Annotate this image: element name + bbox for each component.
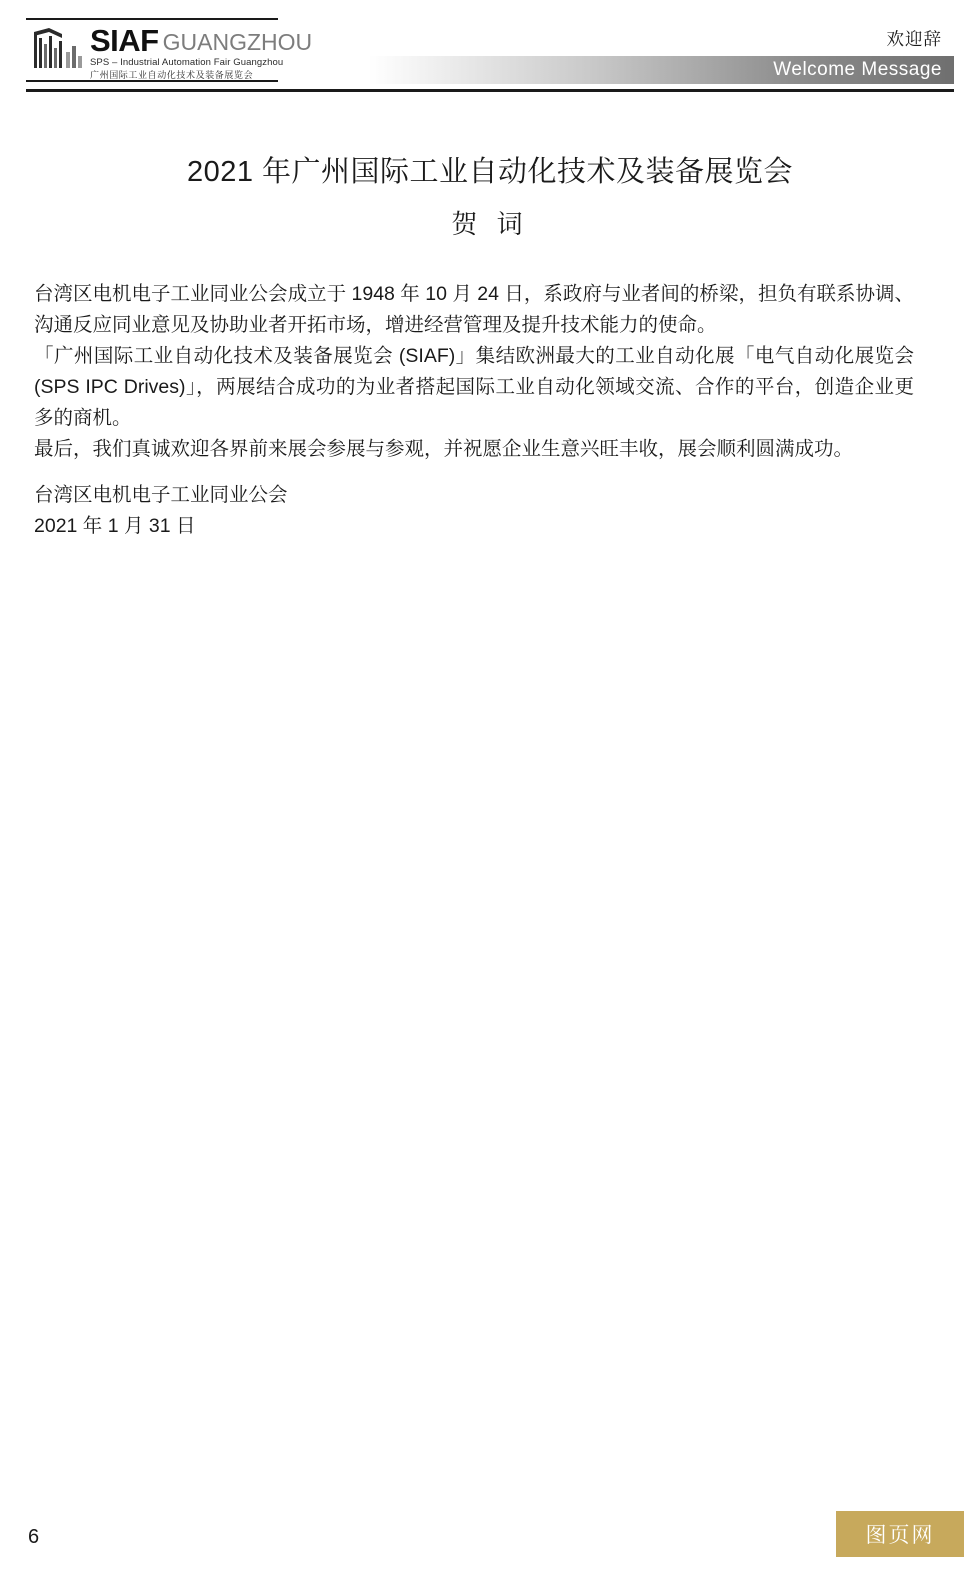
page-number: 6 (28, 1526, 40, 1548)
logo-brand-suffix: GUANGZHOU (162, 29, 313, 55)
signature-block (34, 480, 634, 542)
header-divider (26, 89, 954, 92)
logo-wordmark (90, 22, 313, 58)
siaf-logo-mark (32, 26, 84, 72)
paragraph-1: 台湾区电机电子工业同业公会成立于 1948 年 10 月 24 日，系政府与业者间的桥梁，担负有联系协调、沟通反应同业意见及协助业者开拓市场，增进经营管理及提升技术能力的使命。 (34, 283, 914, 336)
section-title-en: Welcome Message (773, 59, 942, 80)
section-title-cn: 欢迎辞 (886, 29, 942, 49)
signature-organization: 台湾区电机电子工业同业公会 (34, 484, 288, 506)
logo-rule-top (26, 18, 278, 20)
watermark-text: 图页网 (865, 1523, 935, 1547)
logo-brand-text: SIAF (90, 23, 159, 58)
watermark-badge (836, 1511, 964, 1557)
body-text (34, 279, 914, 465)
page-subtitle: 贺 词 (451, 209, 529, 239)
signature-date: 2021 年 1 月 31 日 (34, 515, 196, 537)
siaf-logo (26, 18, 313, 84)
logo-subtitle-en: SPS – Industrial Automation Fair Guangzhou (90, 57, 284, 68)
page-title: 2021 年广州国际工业自动化技术及装备展览会 (186, 156, 794, 188)
logo-subtitle-cn: 广州国际工业自动化技术及装备展览会 (90, 70, 254, 80)
paragraph-2: 「广州国际工业自动化技术及装备展览会 (SIAF)」集结欧洲最大的工业自动化展「电气自动化展览会 (SPS IPC Drives)」，两展结合成功的为业者搭起国际工业自动化领域交流、合作的平台，创造企业更多的商机。 (34, 345, 914, 429)
paragraph-3: 最后，我们真诚欢迎各界前来展会参展与参观，并祝愿企业生意兴旺丰收，展会顺利圆满成功。 (34, 438, 854, 460)
page-header (0, 0, 980, 92)
